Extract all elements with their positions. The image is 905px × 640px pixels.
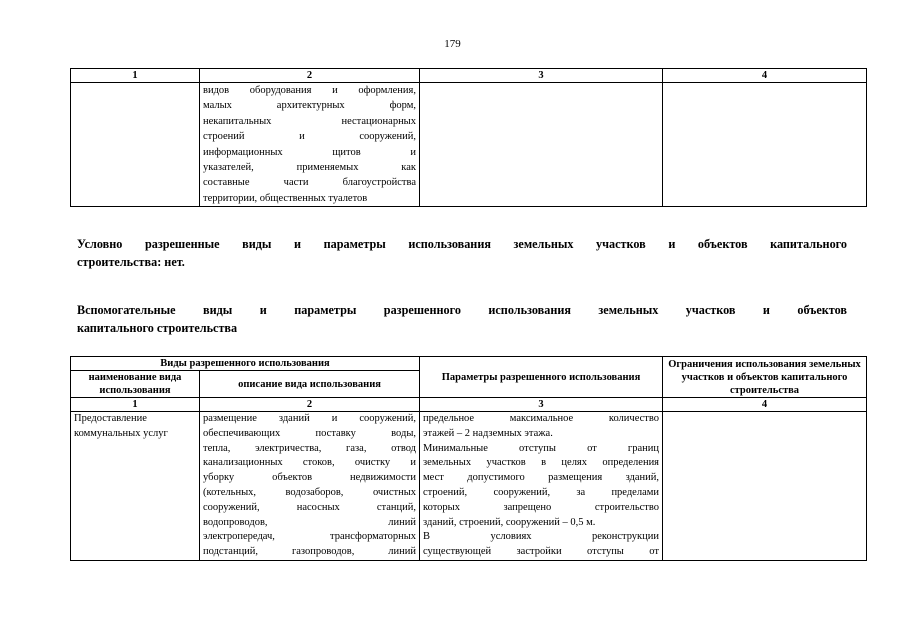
text-line: этажей – 2 надземных этажа. xyxy=(423,427,553,439)
section-heading-auxiliary xyxy=(77,301,847,337)
text-line: строений, сооружений, за пределами xyxy=(423,486,660,498)
section-heading-conditional xyxy=(77,235,847,271)
text-line: электропередач, трансформаторных xyxy=(203,531,417,543)
header-use-description: описание вида использования xyxy=(200,371,420,398)
heading-line: строительства: нет. xyxy=(77,255,185,269)
text-line: размещение зданий и сооружений, xyxy=(203,413,417,424)
text-line: видов оборудования и оформления, xyxy=(203,85,416,96)
text-line: канализационных стоков, очистку и xyxy=(203,457,417,469)
text-line: строений и сооружений, xyxy=(203,131,416,143)
cell-restrictions xyxy=(663,83,867,207)
text-line: земельных участков в целях определения xyxy=(423,457,660,469)
text-line: коммунальных услуг xyxy=(74,427,168,439)
text-line: водопроводов, линий xyxy=(203,516,417,528)
text-line: составные части благоустройства xyxy=(203,177,416,189)
table-header-row xyxy=(71,357,867,371)
header-use-name: наименование вида использования xyxy=(71,371,200,398)
text-line: (котельных, водозаборов, очистных xyxy=(203,486,417,498)
text-line: обеспечивающих поставку воды, xyxy=(203,427,417,439)
column-number-3: 3 xyxy=(420,398,663,412)
table-number-row xyxy=(71,398,867,412)
text-line: малых архитектурных форм, xyxy=(203,100,416,112)
table-header-row xyxy=(71,69,867,83)
column-number-1: 1 xyxy=(71,69,200,83)
text-line: В условиях реконструкции xyxy=(423,531,660,543)
text-line: указателей, применяемых как xyxy=(203,162,416,174)
text-line: существующей застройки отступы от xyxy=(423,546,660,558)
column-number-1: 1 xyxy=(71,398,200,412)
cell-parameters xyxy=(420,412,663,561)
auxiliary-uses-table xyxy=(70,356,867,561)
text-line: тепла, электричества, газа, отвод xyxy=(203,442,417,454)
cell-name xyxy=(71,83,200,207)
heading-line: Условно разрешенные виды и параметры использования земельных участков и объектов капитального xyxy=(77,237,847,251)
column-number-3: 3 xyxy=(420,69,663,83)
cell-restrictions xyxy=(663,412,867,561)
table-row xyxy=(71,412,867,561)
cell-parameters xyxy=(420,83,663,207)
heading-line: Вспомогательные виды и параметры разрешенного использования земельных участков и объектов xyxy=(77,303,847,317)
cell-description xyxy=(200,412,420,561)
column-number-2: 2 xyxy=(200,398,420,412)
text-line: сооружений, насосных станций, xyxy=(203,501,417,513)
page-number: 179 xyxy=(444,38,461,50)
header-parameters: Параметры разрешенного использования xyxy=(420,357,663,398)
column-number-2: 2 xyxy=(200,69,420,83)
text-line: предельное максимальное количество xyxy=(423,413,660,424)
header-restrictions: Ограничения использования земельных участков и объектов капитального строительства xyxy=(663,357,867,398)
cell-description xyxy=(200,83,420,207)
text-line: Предоставление xyxy=(74,413,147,424)
text-line: информационных щитов и xyxy=(203,146,416,158)
table-row xyxy=(71,83,867,207)
text-line: мест допустимого размещения зданий, xyxy=(423,472,660,484)
text-line: территории, общественных туалетов xyxy=(203,192,368,204)
text-line: зданий, строений, сооружений – 0,5 м. xyxy=(423,516,596,528)
column-number-4: 4 xyxy=(663,69,867,83)
heading-line: капитального строительства xyxy=(77,321,238,335)
text-line: уборку объектов недвижимости xyxy=(203,472,417,484)
cell-name xyxy=(71,412,200,561)
text-line: которых запрещено строительство xyxy=(423,501,660,513)
header-permitted-uses: Виды разрешенного использования xyxy=(71,357,420,371)
column-number-4: 4 xyxy=(663,398,867,412)
text-line: подстанций, газопроводов, линий xyxy=(203,546,417,558)
continuation-table xyxy=(70,68,867,207)
text-line: некапитальных нестационарных xyxy=(203,115,416,127)
text-line: Минимальные отступы от границ xyxy=(423,442,660,454)
